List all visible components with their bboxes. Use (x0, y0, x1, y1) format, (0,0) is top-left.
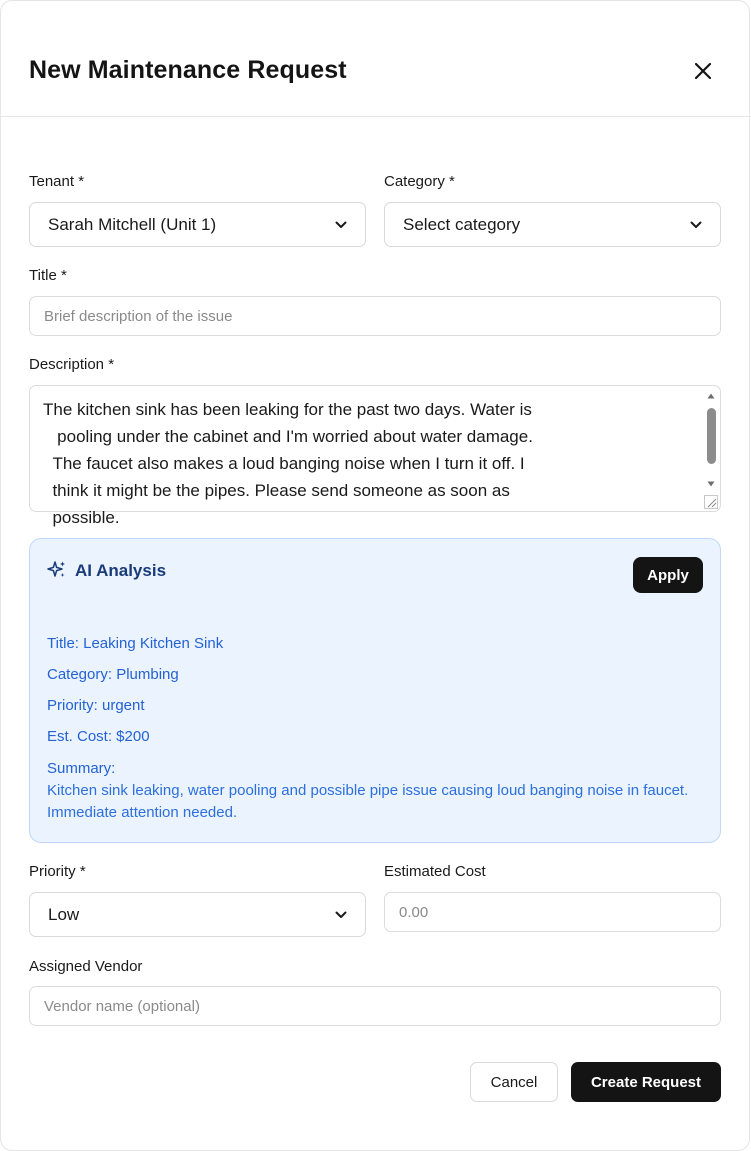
priority-label: Priority * (29, 863, 86, 880)
ai-summary-label: Summary: (47, 760, 116, 777)
scroll-up-icon[interactable] (707, 392, 715, 400)
ai-summary-text: Kitchen sink leaking, water pooling and possible pipe issue causing loud banging noise in faucet. Immediate attention needed. (47, 782, 689, 821)
cancel-button[interactable]: Cancel (470, 1062, 558, 1102)
chevron-down-icon (335, 909, 347, 921)
priority-selected-value: Low (48, 904, 80, 924)
description-textarea[interactable] (29, 385, 721, 527)
ai-title-line: Title: Leaking Kitchen Sink (47, 635, 224, 652)
ai-analysis-card (29, 538, 721, 843)
close-button[interactable] (689, 57, 717, 85)
scroll-thumb[interactable] (707, 408, 716, 464)
scroll-down-icon[interactable] (707, 480, 715, 488)
tenant-label: Tenant * (29, 173, 85, 190)
description-text: The kitchen sink has been leaking for the past two days. Water is pooling under the cabinet and I'm worried about water damage. The faucet also makes a loud banging noise when I turn it off. I think it might be the pipes. Please send someone as soon as possible. (43, 400, 533, 527)
tenant-selected-value: Sarah Mitchell (Unit 1) (48, 214, 217, 234)
ai-analysis-heading: AI Analysis (75, 561, 167, 580)
apply-button[interactable]: Apply (633, 557, 703, 593)
tenant-select[interactable] (29, 202, 366, 247)
chevron-down-icon (690, 219, 702, 231)
close-icon (694, 62, 712, 80)
category-selected-value: Select category (403, 214, 521, 234)
category-select[interactable] (384, 202, 721, 247)
description-label: Description * (29, 356, 115, 373)
ai-priority-line: Priority: urgent (47, 697, 145, 714)
sparkles-icon (47, 560, 67, 580)
priority-select[interactable] (29, 892, 366, 937)
resize-handle-icon[interactable] (704, 495, 718, 509)
category-label: Category * (384, 173, 455, 190)
ai-category-line: Category: Plumbing (47, 666, 179, 683)
modal-title: New Maintenance Request (29, 56, 347, 84)
estimated-cost-label: Estimated Cost (384, 863, 486, 880)
title-input[interactable] (29, 296, 721, 336)
textarea-scrollbar[interactable] (704, 388, 718, 500)
modal-header (1, 1, 751, 117)
chevron-down-icon (335, 219, 347, 231)
create-request-button[interactable]: Create Request (571, 1062, 721, 1102)
estimated-cost-input[interactable] (384, 892, 721, 932)
title-label: Title * (29, 267, 67, 284)
ai-cost-line: Est. Cost: $200 (47, 728, 150, 745)
vendor-input[interactable] (29, 986, 721, 1026)
vendor-label: Assigned Vendor (29, 958, 143, 975)
